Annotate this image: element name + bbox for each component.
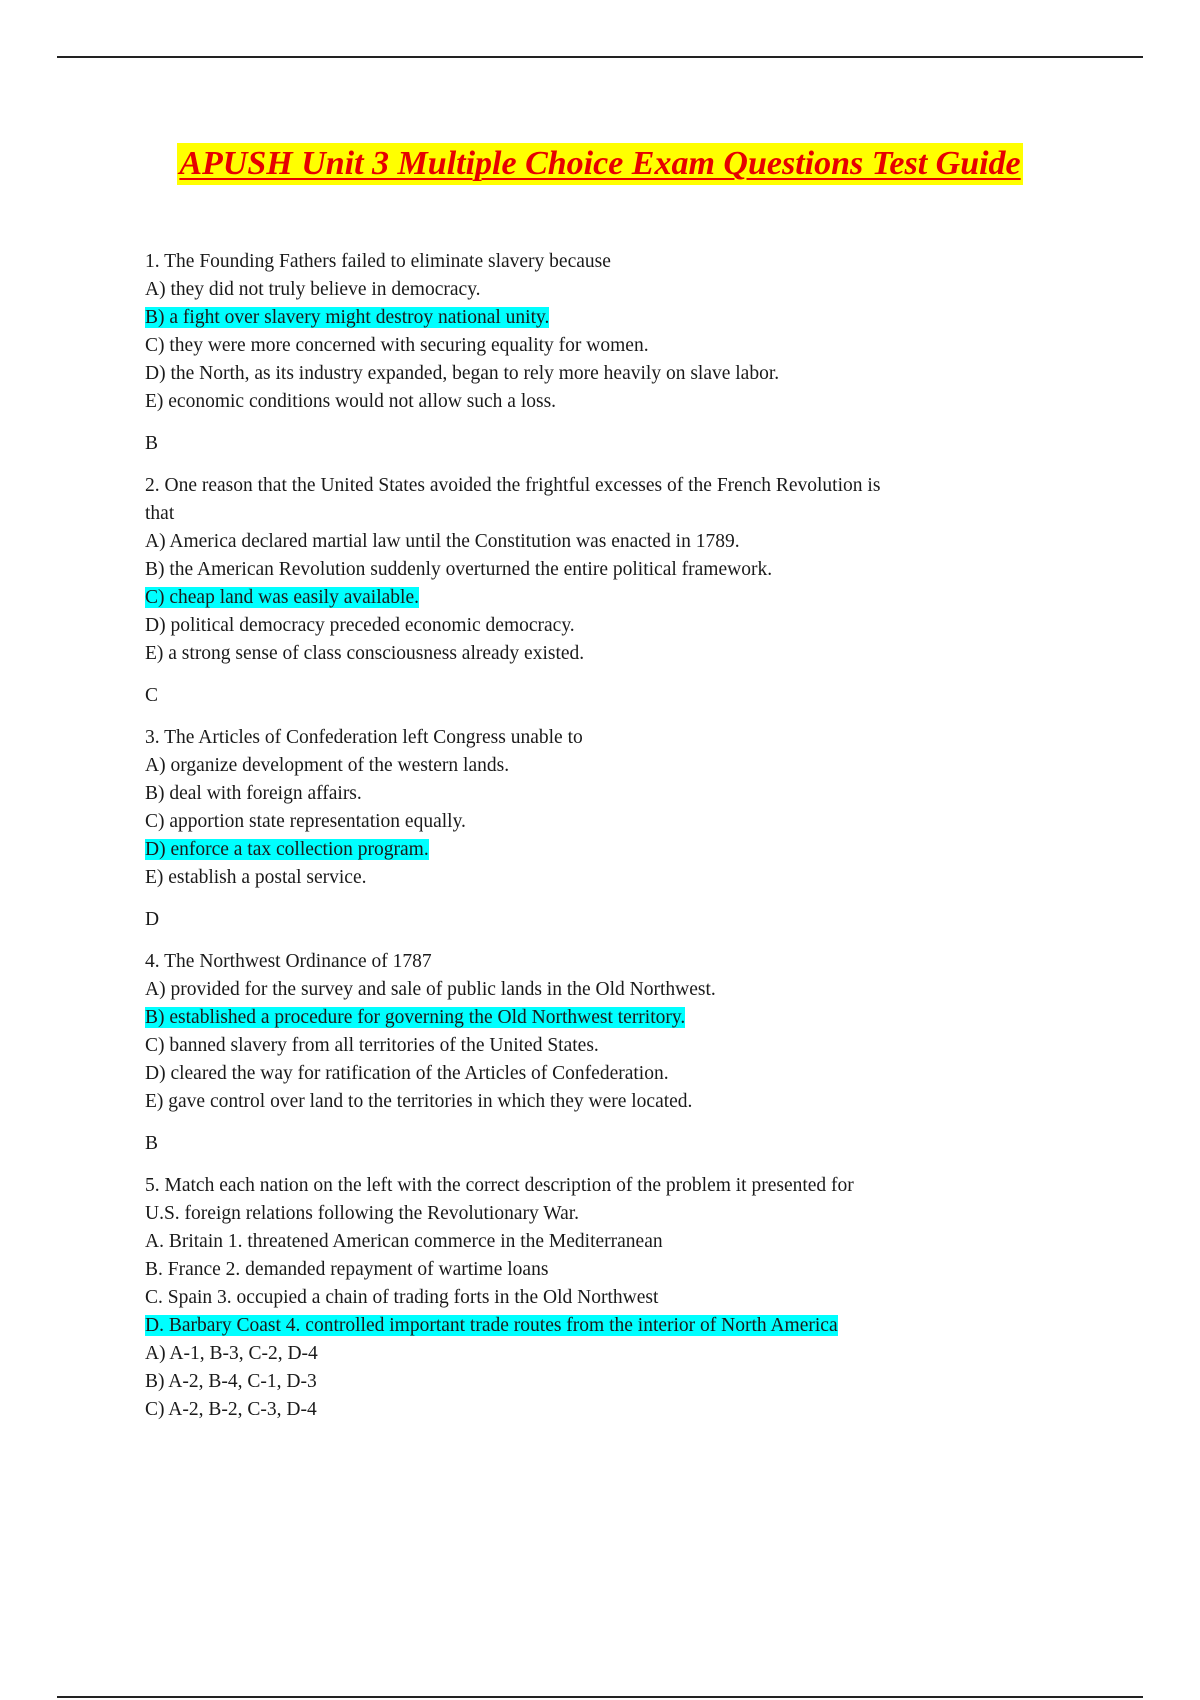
question-stem-continued: that <box>145 503 175 524</box>
option-c: C) banned slavery from all territories of the United States. <box>145 1035 599 1056</box>
question-3 <box>145 724 1005 934</box>
option-e: E) a strong sense of class consciousness already existed. <box>145 643 585 664</box>
question-stem: 3. The Articles of Confederation left Congress unable to <box>145 727 583 748</box>
bottom-rule <box>57 1696 1143 1698</box>
match-item-france: B. France 2. demanded repayment of wartime loans <box>145 1259 549 1280</box>
option-c: C) A-2, B-2, C-3, D-4 <box>145 1399 317 1420</box>
option-b: B) the American Revolution suddenly overturned the entire political framework. <box>145 559 773 580</box>
option-a: A) A-1, B-3, C-2, D-4 <box>145 1343 318 1364</box>
option-c: C) they were more concerned with securing equality for women. <box>145 335 649 356</box>
answer-key: B <box>145 1133 159 1154</box>
match-item-spain: C. Spain 3. occupied a chain of trading forts in the Old Northwest <box>145 1287 659 1308</box>
option-c-highlighted: C) cheap land was easily available. <box>145 587 419 608</box>
question-stem: 4. The Northwest Ordinance of 1787 <box>145 951 432 972</box>
option-d: D) cleared the way for ratification of the Articles of Confederation. <box>145 1063 669 1084</box>
option-b-highlighted: B) a fight over slavery might destroy national unity. <box>145 307 550 328</box>
option-a: A) America declared martial law until the Constitution was enacted in 1789. <box>145 531 740 552</box>
option-b-highlighted: B) established a procedure for governing the Old Northwest territory. <box>145 1007 686 1028</box>
question-4 <box>145 948 1005 1158</box>
option-a: A) organize development of the western lands. <box>145 755 510 776</box>
question-stem: 5. Match each nation on the left with the correct description of the problem it presented for <box>145 1175 854 1196</box>
question-stem-continued: U.S. foreign relations following the Revolutionary War. <box>145 1203 580 1224</box>
option-d-highlighted: D) enforce a tax collection program. <box>145 839 429 860</box>
option-b: B) deal with foreign affairs. <box>145 783 362 804</box>
page-title: APUSH Unit 3 Multiple Choice Exam Questions Test Guide <box>177 143 1022 185</box>
option-e: E) economic conditions would not allow such a loss. <box>145 391 557 412</box>
question-5 <box>145 1172 1005 1424</box>
question-1 <box>145 248 1005 458</box>
answer-key: B <box>145 433 159 454</box>
top-rule <box>57 56 1143 58</box>
question-stem: 1. The Founding Fathers failed to eliminate slavery because <box>145 251 611 272</box>
question-list <box>145 248 1005 1424</box>
option-c: C) apportion state representation equally. <box>145 811 466 832</box>
match-item-britain: A. Britain 1. threatened American commerce in the Mediterranean <box>145 1231 663 1252</box>
match-item-barbary-highlighted: D. Barbary Coast 4. controlled important trade routes from the interior of North America <box>145 1315 838 1336</box>
question-stem: 2. One reason that the United States avoided the frightful excesses of the French Revolution is <box>145 475 881 496</box>
question-2 <box>145 472 1005 710</box>
answer-key: D <box>145 909 160 930</box>
answer-key: C <box>145 685 159 706</box>
option-b: B) A-2, B-4, C-1, D-3 <box>145 1371 317 1392</box>
option-a: A) they did not truly believe in democracy. <box>145 279 481 300</box>
option-a: A) provided for the survey and sale of public lands in the Old Northwest. <box>145 979 716 1000</box>
option-d: D) the North, as its industry expanded, began to rely more heavily on slave labor. <box>145 363 780 384</box>
option-d: D) political democracy preceded economic democracy. <box>145 615 575 636</box>
option-e: E) gave control over land to the territories in which they were located. <box>145 1091 693 1112</box>
option-e: E) establish a postal service. <box>145 867 367 888</box>
title-container <box>0 143 1200 185</box>
